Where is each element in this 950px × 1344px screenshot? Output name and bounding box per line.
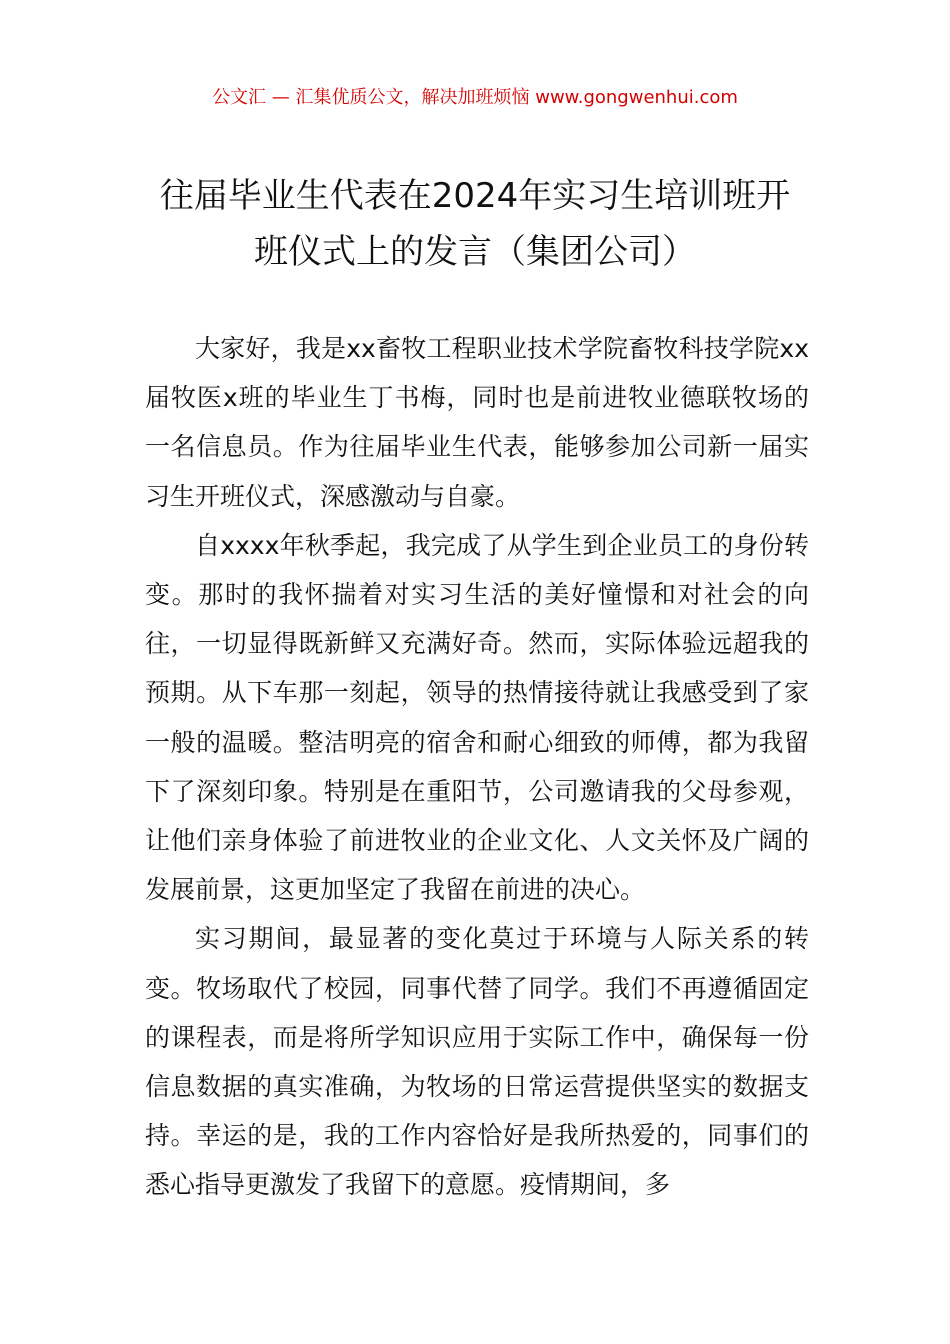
paragraph-1: 大家好，我是xx畜牧工程职业技术学院畜牧科技学院xx届牧医x班的毕业生丁书梅，同时也是前进牧业德联牧场的一名信息员。作为往届毕业生代表，能够参加公司新一届实习生开班仪式，深感激动与自豪。 [145,334,809,511]
paragraph-2: 自xxxx年秋季起，我完成了从学生到企业员工的身份转变。那时的我怀揣着对实习生活的美好憧憬和对社会的向往，一切显得既新鲜又充满好奇。然而，实际体验远超我的预期。从下车那一刻起，领导的热情接待就让我感受到了家一般的温暖。整洁明亮的宿舍和耐心细致的师傅，都为我留下了深刻印象。特别是在重阳节，公司邀请我的父母参观，让他们亲身体验了前进牧业的企业文化、人文关怀及广阔的发展前景，这更加坚定了我留在前进的决心。 [145,530,809,905]
title-line-2: 班仪式上的发言（集团公司） [254,232,696,272]
title-line-1: 往届毕业生代表在2024年实习生培训班开 [159,176,791,216]
paragraph-3: 实习期间，最显著的变化莫过于环境与人际关系的转变。牧场取代了校园，同事代替了同学。我们不再遵循固定的课程表，而是将所学知识应用于实际工作中，确保每一份信息数据的真实准确，为牧场的日常运营提供坚实的数据支持。幸运的是，我的工作内容恰好是我所热爱的，同事们的悉心指导更激发了我留下的意愿。疫情期间，多 [145,924,809,1200]
site-banner[interactable]: 公文汇 — 汇集优质公文，解决加班烦恼 www.gongwenhui.com [212,87,738,108]
document-title [95,168,855,280]
document-body [145,324,809,1210]
